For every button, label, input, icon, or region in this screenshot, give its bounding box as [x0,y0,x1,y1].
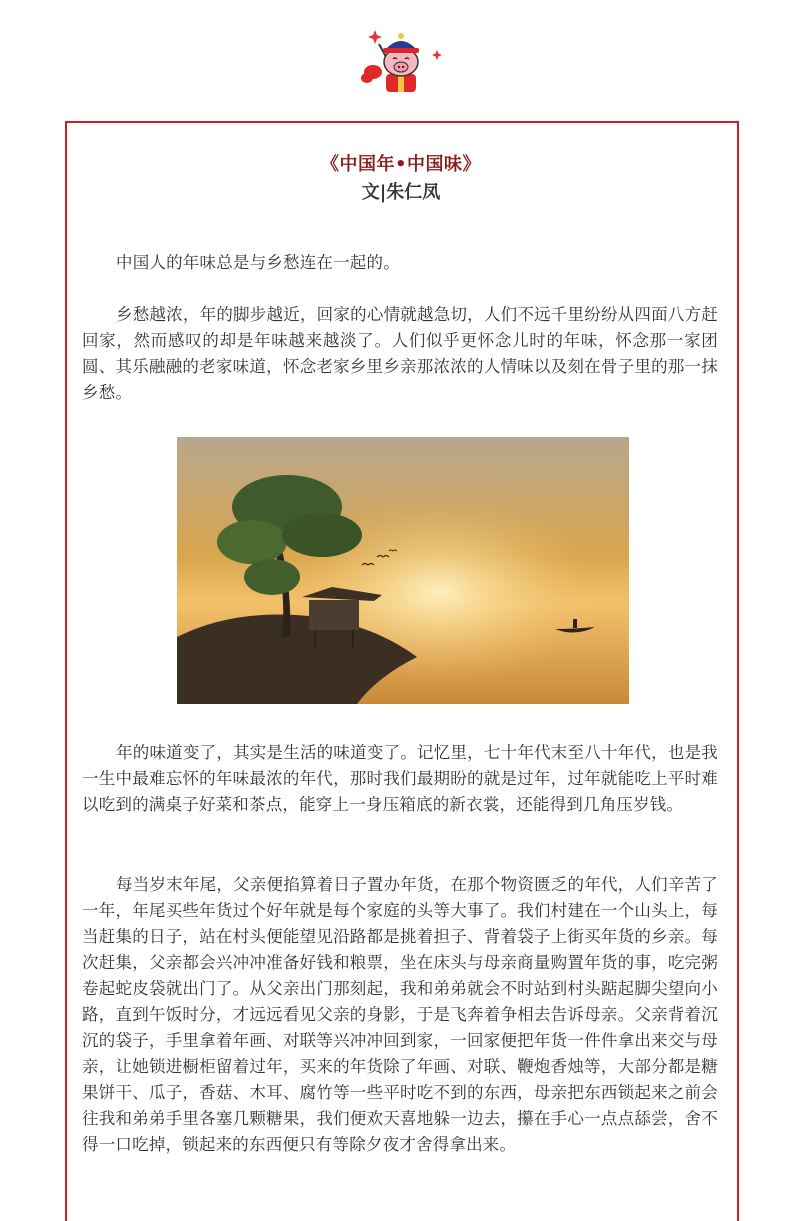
paragraph-1: 中国人的年味总是与乡愁连在一起的。 [116,253,400,272]
sunset-tree-hut-photo [177,437,629,704]
paragraph-3: 年的味道变了，其实是生活的味道变了。记忆里，七十年代末至八十年代，也是我一生中最难忘怀的年味最浓的年代，那时我们最期盼的就是过年，过年就能吃上平时难以吃到的满桌子好菜和茶点，能穿上一身压箱底的新衣裳，还能得到几角压岁钱。 [82,743,718,814]
paragraph-4: 每当岁末年尾，父亲便掐算着日子置办年货，在那个物资匮乏的年代，人们辛苦了一年，年尾买些年货过个好年就是每个家庭的头等大事了。我们村建在一个山头上，每当赶集的日子，站在村头便能望见沿路都是挑着担子、背着袋子上街买年货的乡亲。每次赶集，父亲都会兴冲冲准备好钱和粮票，坐在床头与母亲商量购置年货的事，吃完粥卷起蛇皮袋就出门了。从父亲出门那刻起，我和弟弟就会不时站到村头踮起脚尖望向小路，直到午饭时分，才远远看见父亲的身影，于是飞奔着争相去告诉母亲。父亲背着沉沉的袋子，手里拿着年画、对联等兴冲冲回到家，一回家便把年货一件件拿出来交与母亲，让她锁进橱柜留着过年，买来的年货除了年画、对联、鞭炮香烛等，大部分都是糖果饼干、瓜子，香菇、木耳、腐竹等一些平时吃不到的东西，母亲把东西锁起来之前会往我和弟弟手里各塞几颗糖果，我们便欢天喜地躲一边去，攥在手心一点点舔尝，舍不得一口吃掉，锁起来的东西便只有等除夕夜才舍得拿出来。 [82,875,718,1154]
article-author: 文|朱仁凤 [361,182,441,203]
paragraph-2: 乡愁越浓，年的脚步越近，回家的心情就越急切，人们不远千里纷纷从四面八方赶回家，然而感叹的却是年味越来越淡了。人们似乎更怀念儿时的年味，怀念那一家团圆、其乐融融的老家味道，怀念老家乡里乡亲那浓浓的人情味以及刻在骨子里的那一抹乡愁。 [82,305,718,402]
article-title: 《中国年•中国味》 [320,154,481,175]
pig-mascot-icon [353,22,449,96]
